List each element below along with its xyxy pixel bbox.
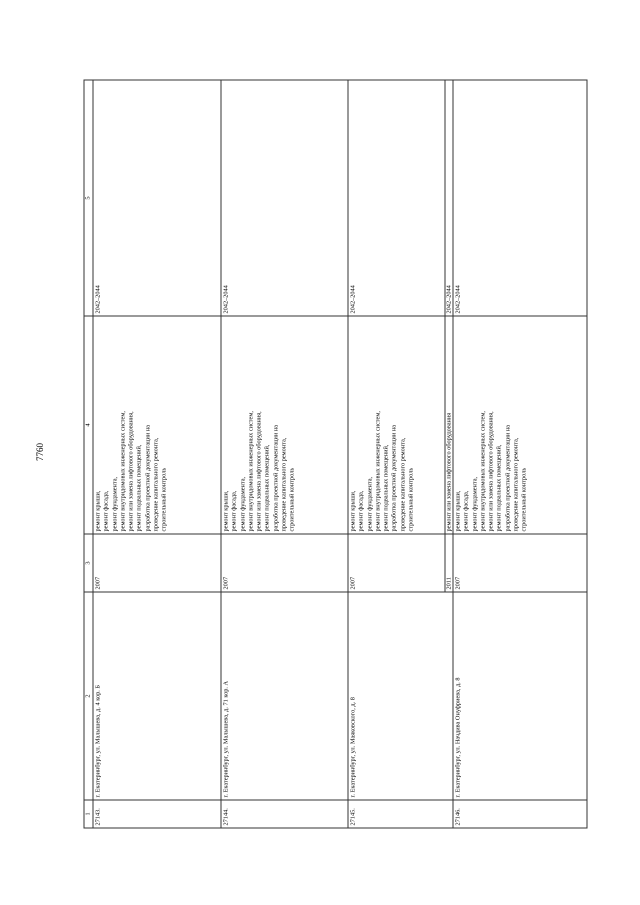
work-item: строительный контроль — [407, 467, 415, 531]
address-cell: г. Екатеринбург, ул. Малышева, д. 71 кор. А — [221, 592, 348, 800]
repair-schedule-table — [84, 79, 588, 828]
work-item: ремонт внутридомовых инженерных систем, — [247, 410, 255, 531]
works-cell — [93, 316, 221, 534]
work-item: ремонт крыши, — [349, 489, 357, 531]
work-item: ремонт крыши, — [222, 489, 230, 531]
work-item: строительный контроль — [288, 467, 296, 531]
header-col-4: 4 — [84, 316, 93, 534]
work-item: ремонт внутридомовых инженерных систем, — [119, 410, 127, 531]
work-item: ремонт внутридомовых инженерных систем, — [479, 410, 487, 531]
work-item: ремонт подвальных помещений, — [263, 444, 271, 531]
work-item: ремонт подвальных помещений, — [382, 444, 390, 531]
work-item: ремонт или замена лифтового оборудования, — [127, 410, 135, 531]
table-row — [453, 80, 587, 828]
row-number: 27144. — [221, 800, 348, 828]
work-item: строительный контроль — [520, 467, 528, 531]
year-cell: 2011 — [445, 534, 453, 592]
work-item: проведение капитального ремонта, — [152, 437, 160, 531]
period-cell: 2042–2044 — [445, 80, 453, 316]
work-item: ремонт крыши, — [454, 489, 462, 531]
rotated-table-container — [84, 80, 587, 828]
table-row — [221, 80, 348, 828]
work-item: проведение капитального ремонта, — [512, 437, 520, 531]
work-item: ремонт фундамента, — [471, 476, 479, 531]
work-item: проведение капитального ремонта, — [280, 437, 288, 531]
work-item: ремонт фасада, — [102, 490, 110, 531]
header-col-3: 3 — [84, 534, 93, 592]
header-col-5: 5 — [84, 80, 93, 316]
header-col-2: 2 — [84, 592, 93, 800]
works-cell — [221, 316, 348, 534]
address-cell: г. Екатеринбург, ул. Маяковского, д. 8 — [348, 592, 453, 800]
row-number: 27145. — [348, 800, 453, 828]
work-item: разработка проектной документации на — [390, 424, 398, 531]
work-item: ремонт или замена лифтового оборудования, — [255, 410, 263, 531]
period-cell: 2042–2044 — [348, 80, 445, 316]
work-item: ремонт подвальных помещений, — [135, 444, 143, 531]
work-item: ремонт фундамента, — [111, 476, 119, 531]
work-item: проведение капитального ремонта, — [399, 437, 407, 531]
year-cell: 2007 — [93, 534, 221, 592]
work-item: ремонт фасада, — [357, 490, 365, 531]
period-cell: 2042–2044 — [93, 80, 221, 316]
year-cell: 2007 — [348, 534, 445, 592]
work-item: ремонт фасада, — [462, 490, 470, 531]
works-cell: ремонт или замена лифтового оборудования — [445, 316, 453, 534]
address-cell: г. Екатеринбург, ул. Малышева, д. 4 кор. Б — [93, 592, 221, 800]
work-item: строительный контроль — [160, 467, 168, 531]
work-item: ремонт фундамента, — [239, 476, 247, 531]
row-number: 27146. — [453, 800, 587, 828]
work-item: разработка проектной документации на — [504, 424, 512, 531]
works-cell — [453, 316, 587, 534]
row-number: 27143. — [93, 800, 221, 828]
work-item: ремонт фундамента, — [366, 476, 374, 531]
period-cell: 2042–2044 — [221, 80, 348, 316]
address-cell: г. Екатеринбург, ул. Начдива Онуфриева, д. 8 — [453, 592, 587, 800]
header-row — [84, 80, 93, 828]
table-row — [348, 80, 445, 828]
works-cell — [348, 316, 445, 534]
work-item: ремонт фасада, — [230, 490, 238, 531]
work-item: ремонт подвальных помещений, — [495, 444, 503, 531]
year-cell: 2007 — [221, 534, 348, 592]
header-col-1: 1 — [84, 800, 93, 828]
work-item: ремонт внутридомовых инженерных систем, — [374, 410, 382, 531]
work-item: ремонт или замена лифтового оборудования, — [487, 410, 495, 531]
work-item: разработка проектной документации на — [144, 424, 152, 531]
work-item: ремонт крыши, — [94, 489, 102, 531]
year-cell: 2007 — [453, 534, 587, 592]
period-cell: 2042–2044 — [453, 80, 587, 316]
table-row — [93, 80, 221, 828]
page-number: 7760 — [35, 443, 45, 461]
work-item: разработка проектной документации на — [272, 424, 280, 531]
